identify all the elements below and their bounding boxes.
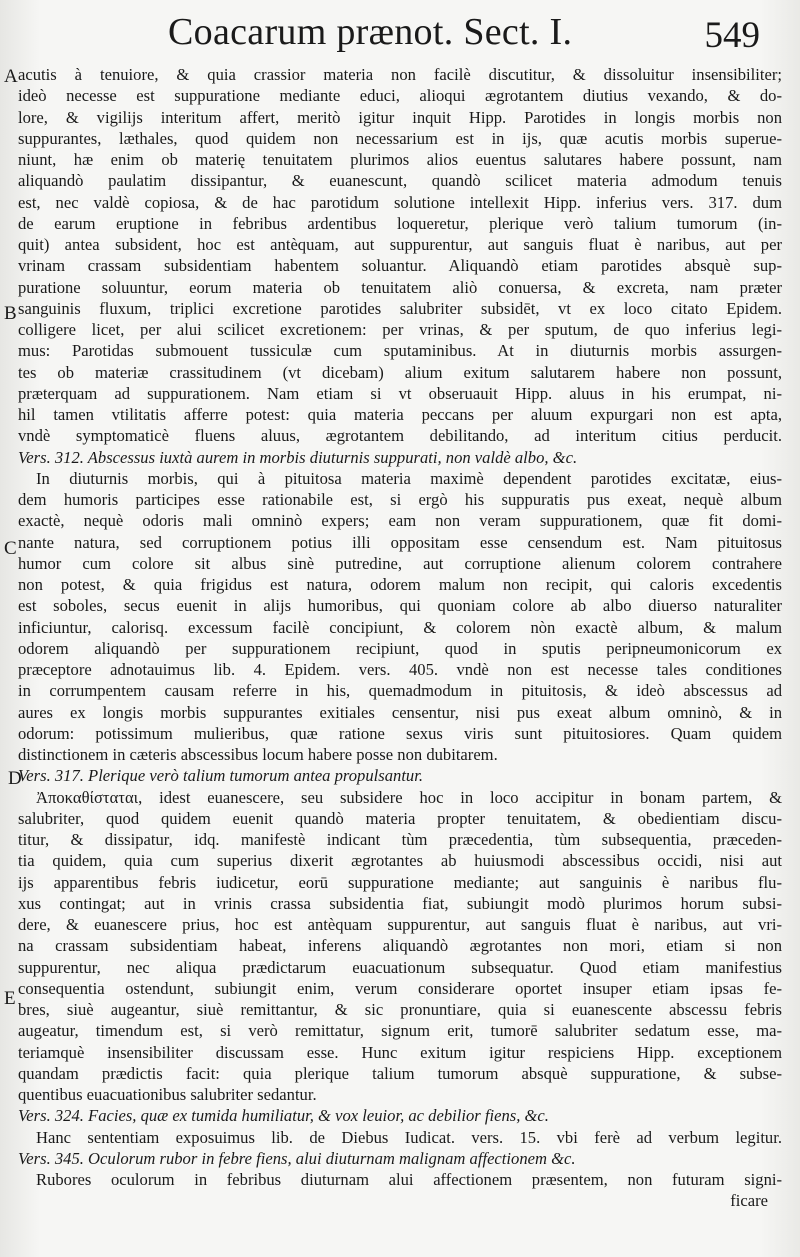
margin-letter-a: A xyxy=(4,66,18,87)
text-line: titur, & dissipatur, idq. manifestè indicant tùm præcedentia, tùm subsequentia, præceden- xyxy=(18,830,782,849)
text-line: præterquam ad suppurationem. Nam etiam si vt obseruauit Hipp. aluus in his erumpat, ni- xyxy=(18,383,782,403)
text-line: quentibus euacuationibus salubriter sedantur. xyxy=(18,1085,317,1104)
text-line: distinctionem in cæteris abscessibus locum habere posse non dubitarem. xyxy=(18,745,498,764)
text-line: humor cum colore sit albus sinè putredine, aut corruptione alienum colorem contrahere xyxy=(18,553,782,573)
text-line: ideò necesse est suppuratione mediante educi, alioqui ægrotantem diutius vexando, & do- xyxy=(18,86,782,106)
text-line: hil tamen vtilitatis afferre potest: quia materia peccans per aluum expurgari non est apta, xyxy=(18,405,782,424)
text-line: colligere licet, per alui scilicet excretionem: per vrinas, & per sputum, de quo inferius legi- xyxy=(18,320,782,339)
margin-letter-c: C xyxy=(4,538,17,559)
text-line: præceptore adnotauimus lib. 4. Epidem. vers. 405. vndè non est necesse tales conditiones xyxy=(18,660,782,679)
margin-letter-d: D xyxy=(8,768,22,789)
text-line: consequentia ostendunt, subiungit enim, verum considerare oportet insuper etiam ipsas fe- xyxy=(18,978,782,998)
text-line: puratione soluuntur, eorum materia ob tenuitatem aliò conuersa, & excreta, nam præter xyxy=(18,277,782,297)
margin-letter-e: E xyxy=(4,988,16,1009)
verse-heading-line: Vers. 312. Abscessus iuxtà aurem in morbis diuturnis suppurati, non valdè albo, &c. xyxy=(18,447,578,467)
text-line: Hanc sententiam exposuimus lib. de Diebus Iudicat. vers. 15. vbi ferè ad verbum legitur. xyxy=(36,1127,782,1147)
text-line: quit) antea subsident, hoc est antèquam, aut suppurentur, aut sanguis fluat è naribus, aut per xyxy=(18,235,782,254)
text-line: nante natura, sed corruptionem potius illi oppositam esse censendum est. Nam pituitosus xyxy=(18,532,782,552)
text-line: de earum eruptione in febribus ardentibus loqueretur, plerique verò talium tumorum (in- xyxy=(18,213,782,233)
margin-letter-b: B xyxy=(4,303,17,324)
text-line: bres, siuè augeantur, siuè remittantur, & sic pronuntiare, quia si euanescente abscessu febris xyxy=(18,1000,782,1019)
text-line: xus contingat; aut in vrinis crassa subsidentia fiat, subiungit modò plurimos horum subsi- xyxy=(18,893,782,913)
running-head: Coacarum prænot. Sect. I. xyxy=(168,11,573,53)
text-line: inficiuntur, calorisq. excessum facilè concipiunt, & colorem nòn exactè album, & malum xyxy=(18,617,782,637)
text-line: mus: Parotidas submouent tussiculæ cum sputaminibus. At in diuturnis morbis assurgen- xyxy=(18,341,782,361)
page-number: 549 xyxy=(704,15,760,56)
text-line: vndè symptomaticè fluens aluus, ægrotantem debilitando, ad interitum citius perducit. xyxy=(18,426,782,446)
text-line: lore, & vigilijs interitum affert, meritò igitur inquit Hipp. Parotides in longis morbis non xyxy=(18,107,782,127)
text-line: suppurentur, nec aliqua prædictarum euacuationum subsequatur. Quod etiam manifestius xyxy=(18,957,782,977)
text-line: est soboles, secus euenit in alijs humoribus, qui quoniam colore ab albo diuerso naturaliter xyxy=(18,596,782,616)
text-line: odorum: potissimum mulieribus, quæ ratione sexus viris sunt pituitosiores. Quam quidem xyxy=(18,723,782,743)
verse-heading-line: Vers. 317. Plerique verò talium tumorum antea propulsantur. xyxy=(18,766,423,786)
text-line: acutis à tenuiore, & quia crassior materia non facilè discutitur, & dissoluitur insensibiliter; xyxy=(18,65,782,84)
text-line: est, nec valdè copiosa, & de hac parotidum solutione intellexit Hipp. inferius vers. 317. dum xyxy=(18,192,782,212)
text-line: quandam prædictis facit: quia plerique talium tumorum absquè suppuratione, & subse- xyxy=(18,1063,782,1083)
text-line: teriamquè insensibiliter discussam esse. Hunc exitum igitur respiciens Hipp. exceptionem xyxy=(18,1042,782,1062)
text-line: ficare xyxy=(730,1191,768,1211)
text-line: non potest, & quia frigidus est natura, odorem malum non recipit, qui caloris excedentis xyxy=(18,575,782,594)
text-line: sanguinis fluxum, triplici excretione parotides salubriter subsidēt, vt ex loco citato Epidem. xyxy=(18,298,782,318)
text-line: Ἀποκαθίσταται, idest euanescere, seu subsidere hoc in loco accipitur in bonam partem, & xyxy=(36,787,782,807)
text-line: ijs apparentibus febris iudicetur, eorū suppuratione mediante; aut sanguinis è naribus flu- xyxy=(18,872,782,892)
text-line: vrinam crassam subsidentiam habentem soluantur. Aliquandò etiam parotides absquè sup- xyxy=(18,256,782,276)
text-line: In diuturnis morbis, qui à pituitosa materia maximè dependent parotides excitatæ, eius- xyxy=(36,468,782,488)
text-line: exactè, nequè odoris mali omninò expers; eam non veram suppurationem, quæ fit domi- xyxy=(18,511,782,531)
page-header xyxy=(0,10,800,60)
text-line: odorem aliquandò per suppurationem recipiunt, quod in sputis peripneumonicorum ex xyxy=(18,638,782,658)
text-line: tes ob materiæ crassitudinem (vt dicebam) alium exitum salutarem habere non possunt, xyxy=(18,362,782,382)
text-line: aures ex longis morbis suppurantes exitiales censentur, nisi pus exeat album omninò, & in xyxy=(18,702,782,722)
text-line: aliquandò paulatim dissipantur, & euanescunt, quandò scilicet materia admodum tenuis xyxy=(18,171,782,191)
text-line: niunt, hæ enim ob materię tenuitatem plurimos alios euentus salutares habere possunt, nam xyxy=(18,150,782,169)
text-line: dere, & euanescere prius, hoc est antèquam suppurentur, aut sanguis fluat è naribus, aut vri- xyxy=(18,915,782,934)
body-text xyxy=(18,64,782,1212)
verse-heading-line: Vers. 345. Oculorum rubor in febre fiens, alui diuturnam malignam affectionem &c. xyxy=(18,1148,576,1168)
text-line: Rubores oculorum in febribus diuturnam alui affectionem præsentem, non futuram signi- xyxy=(36,1170,782,1189)
text-line: suppurantes, læthales, quod quidem non necessarium est in ijs, quæ acutis morbis superue- xyxy=(18,128,782,148)
text-line: salubriter, quod quidem euenit quandò materia propter tenuitatem, & obedientiam discu- xyxy=(18,808,782,828)
verse-heading-line: Vers. 324. Facies, quæ ex tumida humiliatur, & vox leuior, ac debilior fiens, &c. xyxy=(18,1106,549,1126)
text-line: dem humoris participes esse rationabile est, si ergò his suppuratis pus exeat, nequè album xyxy=(18,490,782,509)
text-line: in corrumpentem causam referre in his, quemadmodum in pituitosis, & ideò abscessus ad xyxy=(18,681,782,701)
text-line: na crassam subsidentiam habeat, inferens aliquandò ægrotantes non mori, etiam si non xyxy=(18,936,782,956)
text-line: augeatur, timendum est, si verò remittatur, signum erit, tumorē salubriter sedatum esse, ma- xyxy=(18,1021,782,1041)
text-line: tia quidem, quia cum superius dixerit ægrotantes ab huiusmodi abscessibus occidi, nisi aut xyxy=(18,851,782,871)
